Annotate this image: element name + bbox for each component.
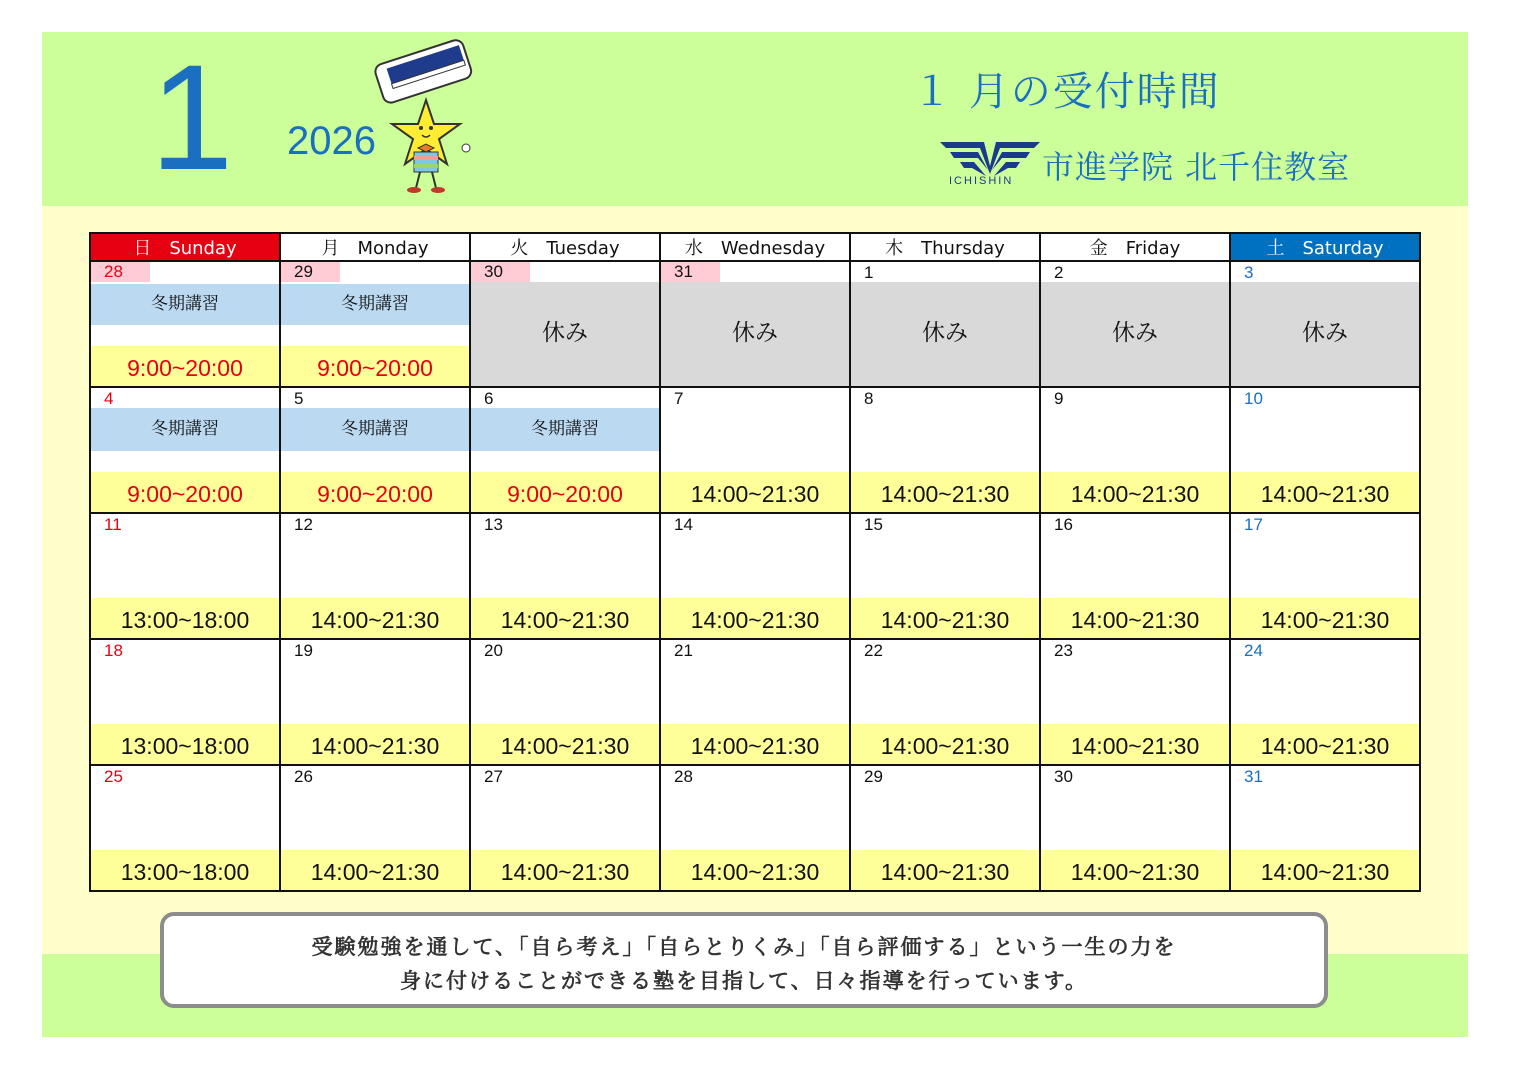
day-cell xyxy=(1040,387,1230,513)
day-number: 7 xyxy=(674,389,684,408)
day-number: 17 xyxy=(1244,515,1263,534)
day-cell xyxy=(470,261,660,387)
day-number: 3 xyxy=(1244,263,1254,282)
day-number: 9 xyxy=(1054,389,1064,408)
day-cell xyxy=(850,513,1040,639)
reception-hours: 9:00~20:00 xyxy=(471,472,659,512)
reception-hours: 13:00~18:00 xyxy=(91,850,279,890)
day-cell xyxy=(1040,513,1230,639)
day-cell xyxy=(1230,765,1420,891)
weekday-header-row xyxy=(90,233,1420,261)
day-number: 23 xyxy=(1054,641,1073,660)
school-name: 市進学院 北千住教室 xyxy=(1042,148,1351,186)
holiday-label: 休み xyxy=(471,282,659,386)
day-cell xyxy=(280,513,470,639)
reception-hours: 14:00~21:30 xyxy=(281,850,469,890)
holiday-label: 休み xyxy=(661,282,849,386)
course-label: 冬期講習 xyxy=(281,408,469,451)
day-cell xyxy=(280,261,470,387)
reception-hours: 14:00~21:30 xyxy=(1231,472,1419,512)
reception-hours: 14:00~21:30 xyxy=(851,598,1039,638)
course-label: 冬期講習 xyxy=(91,408,279,451)
reception-hours: 14:00~21:30 xyxy=(661,472,849,512)
reception-hours: 14:00~21:30 xyxy=(1231,598,1419,638)
reception-hours: 14:00~21:30 xyxy=(1041,850,1229,890)
day-cell xyxy=(1040,639,1230,765)
day-cell xyxy=(280,639,470,765)
day-cell xyxy=(1230,261,1420,387)
day-number: 6 xyxy=(484,389,494,408)
calendar-week-row xyxy=(90,261,1420,387)
calendar-week-row xyxy=(90,765,1420,891)
day-number: 15 xyxy=(864,515,883,534)
day-cell xyxy=(660,261,850,387)
day-number: 24 xyxy=(1244,641,1263,660)
weekday-header: 金 Friday xyxy=(1040,233,1230,261)
day-cell xyxy=(470,639,660,765)
day-cell xyxy=(90,261,280,387)
reception-hours: 14:00~21:30 xyxy=(1231,724,1419,764)
message-line: 受験勉強を通して、「自ら考え」「自らとりくみ」「自ら評価する」という一生の力を xyxy=(311,935,1177,959)
holiday-label: 休み xyxy=(1041,282,1229,386)
day-cell xyxy=(1230,387,1420,513)
reception-hours: 9:00~20:00 xyxy=(281,472,469,512)
day-cell xyxy=(850,639,1040,765)
day-cell xyxy=(660,639,850,765)
logo-wordmark: ICHISHIN xyxy=(949,175,1014,187)
day-number: 29 xyxy=(864,767,883,786)
day-cell xyxy=(470,765,660,891)
day-number: 28 xyxy=(674,767,693,786)
reception-hours: 14:00~21:30 xyxy=(1041,598,1229,638)
day-number: 11 xyxy=(104,515,122,534)
day-cell xyxy=(850,765,1040,891)
day-number: 1 xyxy=(864,263,874,282)
weekday-header: 火 Tuesday xyxy=(470,233,660,261)
day-number: 26 xyxy=(294,767,313,786)
day-cell xyxy=(280,765,470,891)
weekday-header: 日 Sunday xyxy=(90,233,280,261)
day-cell xyxy=(90,387,280,513)
day-number: 31 xyxy=(661,262,720,282)
day-number: 8 xyxy=(864,389,874,408)
calendar-week-row xyxy=(90,387,1420,513)
day-cell xyxy=(1040,261,1230,387)
reception-hours: 14:00~21:30 xyxy=(471,850,659,890)
day-number: 20 xyxy=(484,641,503,660)
day-cell xyxy=(470,387,660,513)
day-number: 29 xyxy=(281,262,340,282)
day-cell xyxy=(90,513,280,639)
day-number: 14 xyxy=(674,515,693,534)
month-number: 1 xyxy=(150,33,234,201)
reception-hours: 14:00~21:30 xyxy=(281,598,469,638)
header-band xyxy=(42,32,1468,206)
day-number: 13 xyxy=(484,515,503,534)
reception-hours: 14:00~21:30 xyxy=(1231,850,1419,890)
day-number: 16 xyxy=(1054,515,1073,534)
day-number: 27 xyxy=(484,767,503,786)
reception-hours: 14:00~21:30 xyxy=(1041,724,1229,764)
holiday-label: 休み xyxy=(1231,282,1419,386)
day-cell xyxy=(850,387,1040,513)
day-cell xyxy=(1040,765,1230,891)
day-number: 30 xyxy=(471,262,530,282)
reception-hours: 9:00~20:00 xyxy=(91,346,279,386)
day-number: 5 xyxy=(294,389,304,408)
day-cell xyxy=(1230,639,1420,765)
reception-hours: 14:00~21:30 xyxy=(1041,472,1229,512)
year-label: 2026 xyxy=(287,119,376,163)
reception-hours: 14:00~21:30 xyxy=(471,724,659,764)
day-number: 31 xyxy=(1244,767,1263,786)
day-number: 25 xyxy=(104,767,123,786)
course-label: 冬期講習 xyxy=(91,284,279,325)
reception-hours: 14:00~21:30 xyxy=(851,472,1039,512)
calendar-week-row xyxy=(90,513,1420,639)
day-number: 2 xyxy=(1054,263,1064,282)
day-number: 22 xyxy=(864,641,883,660)
reception-hours: 14:00~21:30 xyxy=(471,598,659,638)
day-cell xyxy=(470,513,660,639)
reception-hours: 14:00~21:30 xyxy=(661,724,849,764)
reception-hours: 14:00~21:30 xyxy=(851,850,1039,890)
calendar-week-row xyxy=(90,639,1420,765)
day-number: 18 xyxy=(104,641,123,660)
reception-hours: 9:00~20:00 xyxy=(91,472,279,512)
calendar-body xyxy=(90,261,1420,891)
holiday-label: 休み xyxy=(851,282,1039,386)
reception-hours: 14:00~21:30 xyxy=(851,724,1039,764)
reception-hours: 13:00~18:00 xyxy=(91,598,279,638)
day-number: 10 xyxy=(1244,389,1263,408)
weekday-header: 水 Wednesday xyxy=(660,233,850,261)
day-cell xyxy=(90,765,280,891)
day-cell xyxy=(660,765,850,891)
school-message xyxy=(160,912,1328,1008)
weekday-header: 月 Monday xyxy=(280,233,470,261)
weekday-header: 木 Thursday xyxy=(850,233,1040,261)
course-label: 冬期講習 xyxy=(281,284,469,325)
reception-hours: 14:00~21:30 xyxy=(661,598,849,638)
calendar-table xyxy=(89,232,1421,892)
reception-hours: 9:00~20:00 xyxy=(281,346,469,386)
day-number: 12 xyxy=(294,515,313,534)
day-number: 28 xyxy=(91,262,150,282)
day-number: 4 xyxy=(104,389,114,408)
day-cell xyxy=(660,387,850,513)
day-cell xyxy=(850,261,1040,387)
day-number: 30 xyxy=(1054,767,1073,786)
course-label: 冬期講習 xyxy=(471,408,659,451)
day-cell xyxy=(1230,513,1420,639)
star-eraser-mascot-icon xyxy=(368,38,478,198)
message-line: 身に付けることができる塾を目指して、日々指導を行っています。 xyxy=(400,969,1088,993)
page-title: １ 月の受付時間 xyxy=(912,69,1221,115)
day-cell xyxy=(90,639,280,765)
weekday-header: 土 Saturday xyxy=(1230,233,1420,261)
reception-hours: 14:00~21:30 xyxy=(281,724,469,764)
day-number: 19 xyxy=(294,641,313,660)
reception-hours: 13:00~18:00 xyxy=(91,724,279,764)
day-cell xyxy=(280,387,470,513)
day-number: 21 xyxy=(674,641,693,660)
reception-hours: 14:00~21:30 xyxy=(661,850,849,890)
day-cell xyxy=(660,513,850,639)
